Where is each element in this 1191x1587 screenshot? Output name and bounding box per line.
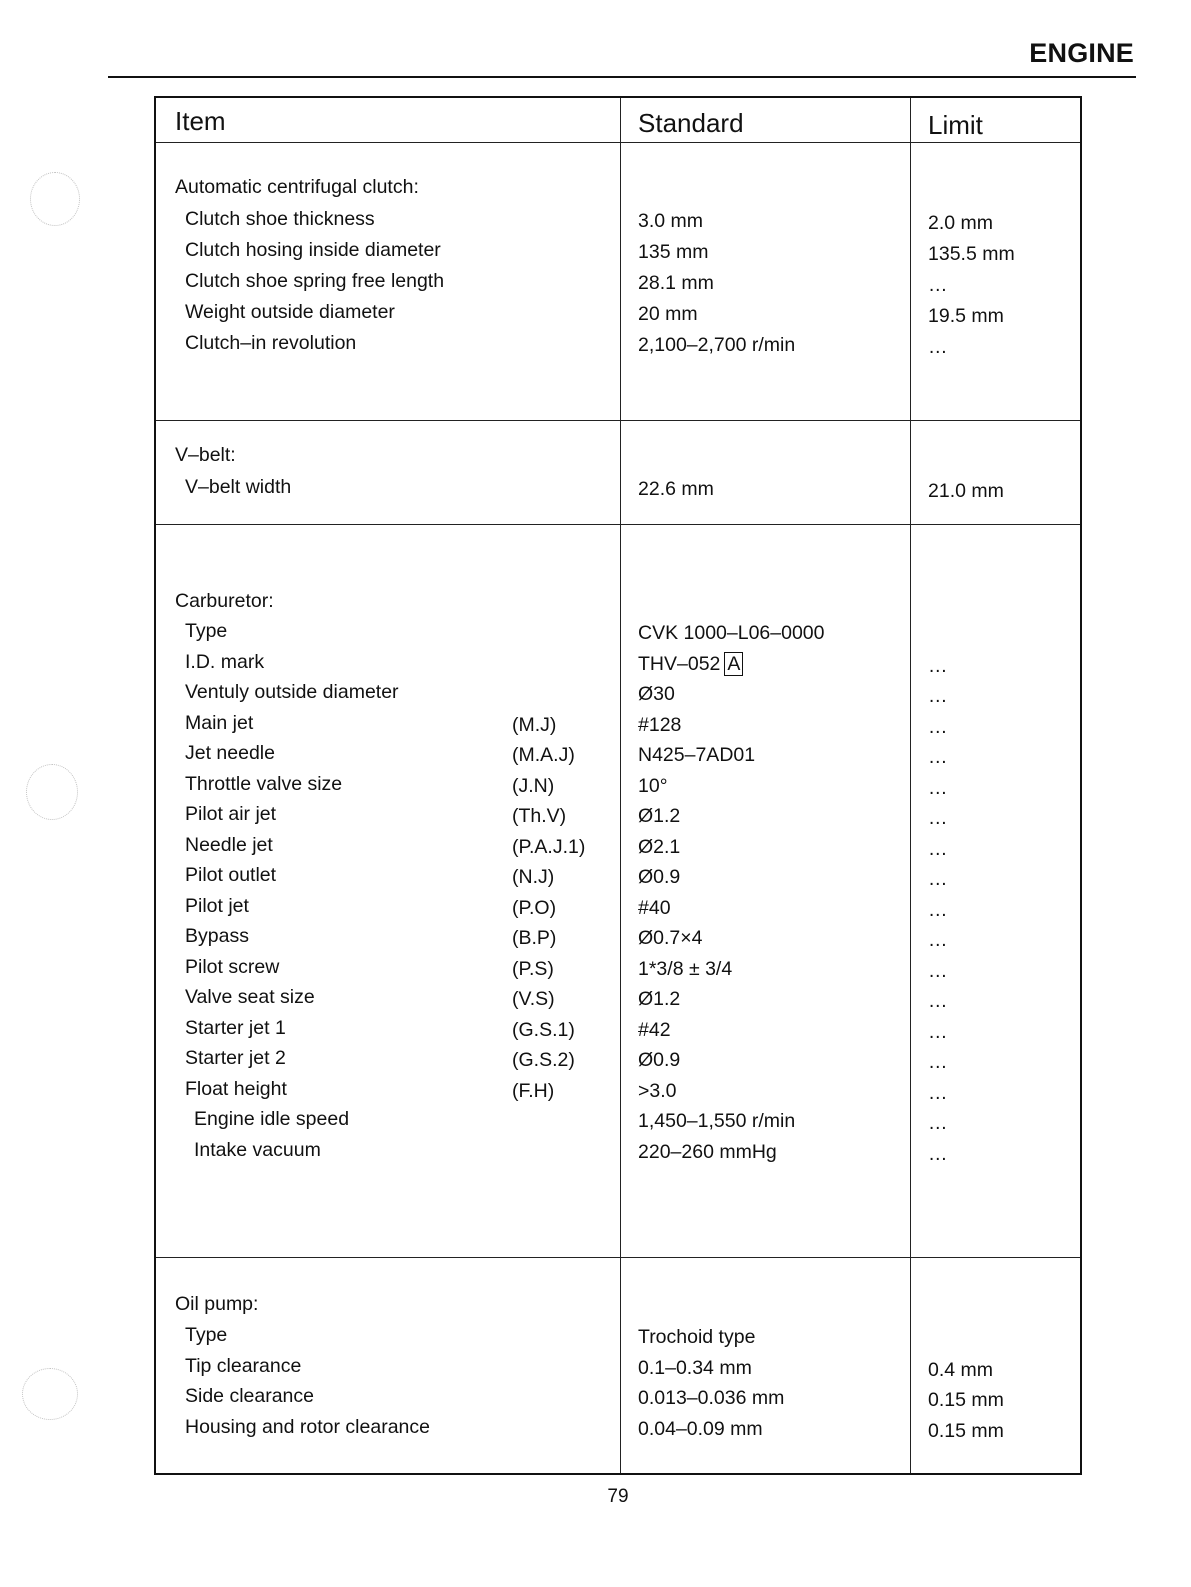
item-label: Valve seat size [185,986,315,1008]
item-label: Type [185,620,228,642]
item-label: Weight outside diameter [185,301,395,323]
item-label: Pilot jet [185,894,249,917]
item-label: Starter jet 1 [185,1016,286,1039]
row-divider [156,420,1080,421]
limit-value: … [928,336,948,358]
standard-value [638,835,681,858]
standard-value-text: 2,100–2,700 r/min [638,334,796,356]
standard-value [638,990,680,1010]
limit-value: … [928,715,948,738]
limit-value: … [928,990,948,1012]
item-abbreviation: (G.S.1) [512,1018,575,1041]
header-limit: Limit [928,110,983,140]
item-abbreviation: (F.H) [512,1079,555,1102]
row-divider [156,1257,1080,1258]
standard-value-text: >3.0 [638,1079,677,1102]
header-rule [108,76,1136,78]
item-label: Clutch shoe thickness [185,208,375,230]
limit-value: … [928,1081,948,1104]
standard-value-text: 20 mm [638,303,698,325]
column-divider [620,98,621,1473]
standard-value-text: Ø1.2 [638,988,681,1010]
standard-value [638,212,703,232]
limit-value: … [928,837,948,860]
standard-value [638,807,680,827]
standard-value [638,1140,777,1163]
limit-value: … [928,746,948,768]
standard-value-text: THV–052 [638,652,721,675]
standard-value-text: Ø30 [638,683,675,705]
limit-value: 135.5 mm [928,243,1015,265]
item-abbreviation: (M.A.J) [512,744,575,766]
item-label: Throttle valve size [185,772,343,795]
item-label: Clutch shoe spring free length [185,270,445,292]
limit-value: … [928,274,948,296]
standard-value-text: 1,450–1,550 r/min [638,1110,796,1132]
standard-value-text: N425–7AD01 [638,744,756,766]
section-heading: V–belt: [175,444,236,466]
standard-value [638,1356,752,1379]
section-heading: Carburetor: [175,590,274,612]
standard-value [638,868,680,888]
item-abbreviation: (J.N) [512,774,555,797]
section-heading: Automatic centrifugal clutch: [175,176,419,198]
standard-value-text: Trochoid type [638,1326,756,1348]
standard-value [638,1420,763,1440]
item-abbreviation: (V.S) [512,988,555,1010]
item-label: Clutch–in revolution [185,332,357,354]
section-title: ENGINE [1029,38,1134,68]
spec-table [154,96,1082,1475]
row-divider [156,524,1080,525]
section-heading: Oil pump: [175,1293,259,1315]
standard-value-text: 0.013–0.036 mm [638,1387,785,1410]
standard-value [638,746,755,766]
standard-value [638,1079,677,1102]
item-label: Bypass [185,925,249,947]
item-abbreviation: (N.J) [512,866,555,888]
item-label: Engine idle speed [194,1108,350,1130]
standard-value [638,1018,671,1041]
limit-value: 2.0 mm [928,212,994,234]
id-mark-box: A [724,652,743,676]
standard-value-text: 135 mm [638,241,709,263]
standard-value-text: #128 [638,713,682,736]
page-number: 79 [607,1486,629,1507]
standard-value [638,713,682,736]
item-abbreviation: (P.S) [512,957,554,980]
item-label: Pilot screw [185,955,280,978]
standard-value-text: 22.6 mm [638,478,714,500]
standard-value-text: 0.04–0.09 mm [638,1418,763,1441]
hole-punch-mark [22,1368,78,1420]
limit-value: … [928,1020,948,1043]
item-label: Jet needle [185,742,275,764]
limit-value: … [928,807,948,829]
limit-value: … [928,654,948,677]
item-label: Side clearance [185,1385,314,1408]
limit-value: … [928,776,948,799]
standard-value-text: 0.1–0.34 mm [638,1356,752,1379]
limit-value: … [928,1112,948,1134]
standard-value [638,624,825,644]
item-label: Starter jet 2 [185,1047,286,1069]
standard-value [638,774,668,797]
standard-value [638,336,795,356]
item-label: Float height [185,1077,287,1100]
hole-punch-mark [30,172,80,226]
item-label: Intake vacuum [194,1138,321,1161]
item-label: Pilot outlet [185,864,277,886]
limit-value: 21.0 mm [928,480,1004,502]
limit-value: 0.15 mm [928,1420,1004,1443]
header-item: Item [175,106,226,136]
item-abbreviation: (P.O) [512,896,557,919]
item-label: Tip clearance [185,1354,302,1377]
item-label: Main jet [185,711,254,734]
standard-value-text: Ø2.1 [638,835,681,858]
standard-value [638,929,703,949]
limit-value: … [928,685,948,707]
limit-value: … [928,868,948,890]
standard-value-text: Ø0.9 [638,1049,681,1071]
standard-value-text: 1*3/8 ± 3/4 [638,957,733,980]
item-label: Housing and rotor clearance [185,1416,430,1439]
item-label: Pilot air jet [185,803,277,825]
item-label: V–belt width [185,476,292,498]
limit-value: … [928,929,948,951]
item-abbreviation: (P.A.J.1) [512,835,586,858]
item-label: I.D. mark [185,650,265,673]
standard-value-text: 220–260 mmHg [638,1140,777,1163]
standard-value [638,1051,680,1071]
limit-value: … [928,1142,948,1165]
item-abbreviation: (B.P) [512,927,557,949]
item-label: Ventuly outside diameter [185,681,399,703]
standard-value [638,480,714,500]
item-label: Needle jet [185,833,273,856]
item-abbreviation: (Th.V) [512,805,567,827]
limit-value: … [928,898,948,921]
limit-value: 0.4 mm [928,1358,994,1381]
limit-value: 0.15 mm [928,1389,1004,1412]
column-divider [910,98,911,1473]
standard-value [638,685,675,705]
limit-value: … [928,1051,948,1073]
standard-value-text: Ø0.9 [638,866,681,888]
standard-value [638,305,698,325]
standard-value-text: CVK 1000–L06–0000 [638,622,825,644]
standard-value-text: #40 [638,896,671,919]
standard-value-text: 10° [638,774,668,797]
limit-value: … [928,959,948,982]
standard-value-text: Ø1.2 [638,805,681,827]
hole-punch-mark [26,764,78,820]
item-label: Clutch hosing inside diameter [185,239,441,261]
standard-value [638,274,714,294]
item-abbreviation: (G.S.2) [512,1049,575,1071]
standard-value-text: 28.1 mm [638,272,714,294]
standard-value-text: Ø0.7×4 [638,927,703,949]
standard-value-text: 3.0 mm [638,210,704,232]
item-label: Type [185,1324,228,1346]
standard-value [638,1328,755,1348]
header-standard: Standard [638,108,744,138]
row-divider [156,142,1080,143]
standard-value [638,243,708,263]
limit-value: 19.5 mm [928,305,1004,327]
standard-value [638,957,733,980]
standard-value [638,1112,795,1132]
standard-value [638,896,671,919]
standard-value [638,1389,784,1409]
item-abbreviation: (M.J) [512,713,557,736]
standard-value [638,652,743,675]
standard-value-text: #42 [638,1018,671,1041]
